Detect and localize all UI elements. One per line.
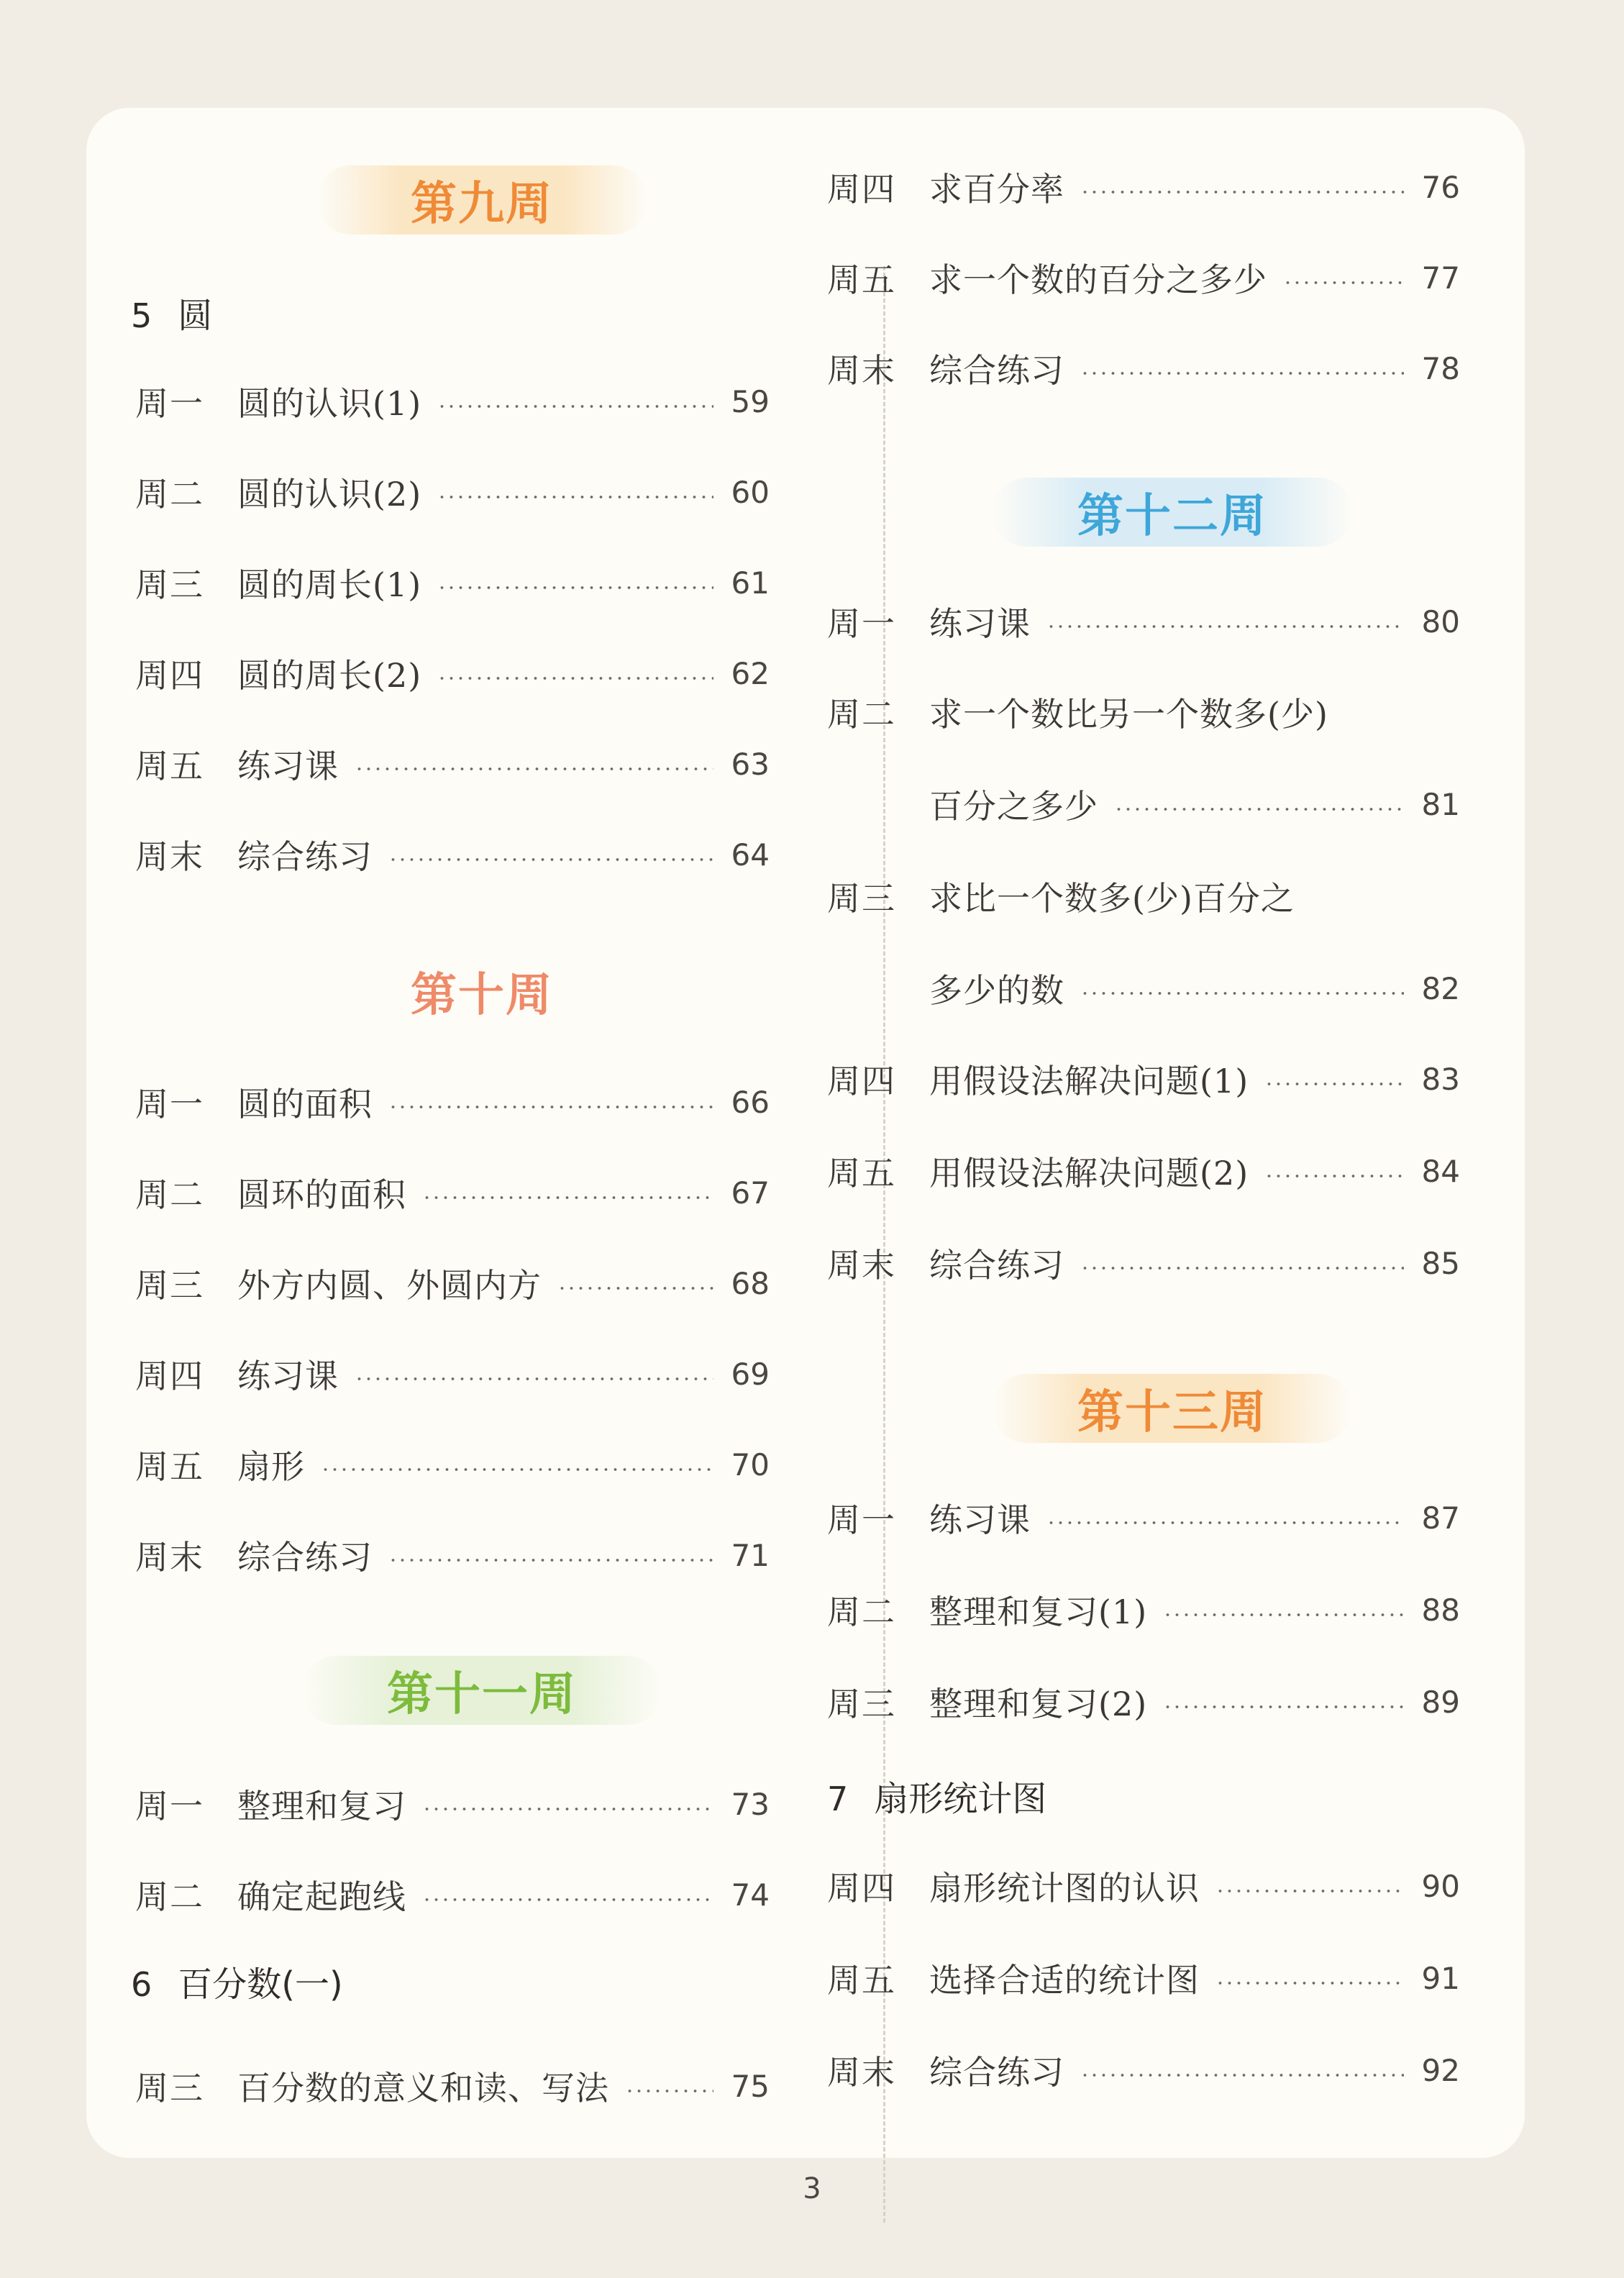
leader-dots (437, 676, 713, 680)
leader-dots (1114, 807, 1404, 811)
unit-number: 7 (827, 1780, 849, 1818)
leader-dots (437, 495, 713, 499)
week-13-heading: 第十三周 (993, 1374, 1352, 1443)
entry-title-continuation: 百分之多少 (929, 787, 1098, 826)
entry-page: 68 (731, 1265, 770, 1301)
page-number: 3 (803, 2172, 821, 2205)
entry-day: 周一 (135, 1085, 204, 1124)
leader-dots (1264, 1082, 1404, 1086)
toc-entry[interactable] (827, 875, 1460, 918)
entry-day: 周末 (827, 1246, 896, 1285)
entry-title: 圆的认识(2) (237, 475, 422, 514)
leader-dots (1080, 1266, 1404, 1270)
entry-page: 77 (1421, 260, 1460, 296)
contents-card (86, 108, 1525, 2158)
entry-day: 周三 (827, 879, 896, 918)
unit-number: 6 (131, 1965, 152, 2004)
unit-7-heading (827, 1771, 1046, 1821)
entry-page: 82 (1421, 970, 1460, 1006)
entry-title: 百分数的意义和读、写法 (237, 2069, 609, 2108)
toc-entry[interactable] (135, 1534, 770, 1577)
entry-page: 80 (1421, 603, 1460, 639)
toc-entry[interactable] (135, 742, 770, 785)
entry-page: 85 (1421, 1245, 1460, 1281)
entry-page: 64 (731, 837, 770, 873)
leader-dots (1163, 1613, 1404, 1617)
toc-entry[interactable] (135, 380, 770, 423)
entry-page: 74 (731, 1877, 770, 1913)
entry-page: 89 (1421, 1684, 1460, 1720)
leader-dots (557, 1286, 713, 1290)
toc-entry[interactable] (135, 1080, 770, 1124)
entry-page: 60 (731, 474, 770, 510)
entry-day: 周末 (135, 837, 204, 876)
entry-title: 用假设法解决问题(2) (929, 1154, 1249, 1193)
leader-dots (1163, 1705, 1404, 1709)
entry-page: 88 (1421, 1592, 1460, 1628)
leader-dots (625, 2089, 713, 2093)
entry-title: 练习课 (237, 1357, 339, 1395)
unit-title: 百分数(一) (178, 1964, 343, 2005)
entry-day: 周二 (827, 1593, 896, 1631)
leader-dots (1046, 624, 1404, 629)
entry-title: 圆的认识(1) (237, 384, 422, 423)
leader-dots (1283, 281, 1404, 285)
leader-dots (1215, 1889, 1404, 1893)
entry-page: 84 (1421, 1153, 1460, 1189)
entry-page: 76 (1421, 169, 1460, 205)
entry-title: 扇形 (237, 1447, 305, 1486)
unit-number: 5 (131, 296, 152, 335)
entry-title: 用假设法解决问题(1) (929, 1062, 1249, 1101)
entry-page: 92 (1421, 2052, 1460, 2088)
entry-page: 66 (731, 1084, 770, 1120)
entry-page: 63 (731, 746, 770, 782)
leader-dots (355, 1377, 713, 1381)
entry-title: 圆的周长(2) (237, 656, 422, 695)
toc-entry[interactable] (827, 2049, 1460, 2092)
leader-dots (1046, 1521, 1404, 1525)
entry-page: 90 (1421, 1868, 1460, 1904)
toc-entry[interactable] (827, 1496, 1460, 1539)
entry-title: 整理和复习(2) (929, 1685, 1148, 1723)
entry-day: 周五 (135, 747, 204, 785)
entry-day: 周三 (135, 565, 204, 604)
toc-entry[interactable] (135, 652, 770, 695)
entry-day: 周二 (135, 475, 204, 514)
leader-dots (422, 1195, 713, 1200)
entry-title-continuation: 多少的数 (929, 971, 1064, 1010)
entry-title: 圆的面积 (237, 1085, 373, 1124)
toc-entry[interactable] (827, 1864, 1460, 1908)
leader-dots (1080, 371, 1404, 375)
toc-entry-continuation[interactable] (929, 967, 1460, 1010)
entry-page: 71 (731, 1537, 770, 1573)
toc-entry[interactable] (135, 470, 770, 514)
leader-dots (1264, 1174, 1404, 1178)
entry-title: 求百分率 (929, 170, 1064, 209)
left-column (86, 108, 806, 2158)
leader-dots (1080, 991, 1404, 996)
entry-day: 周末 (827, 2053, 896, 2092)
toc-entry[interactable] (135, 2064, 770, 2108)
entry-day: 周四 (827, 1062, 896, 1101)
entry-title: 练习课 (929, 1500, 1031, 1539)
entry-day: 周五 (827, 1154, 896, 1193)
entry-title: 选择合适的统计图 (929, 1961, 1200, 2000)
entry-day: 周末 (135, 1538, 204, 1577)
entry-title: 确定起跑线 (237, 1877, 406, 1916)
entry-title: 综合练习 (237, 1538, 373, 1577)
toc-entry[interactable] (135, 1443, 770, 1486)
toc-entry[interactable] (827, 691, 1460, 734)
entry-day: 周一 (827, 1500, 896, 1539)
entry-page: 73 (731, 1786, 770, 1822)
entry-page: 78 (1421, 350, 1460, 386)
unit-title: 扇形统计图 (874, 1779, 1047, 1819)
unit-6-heading (131, 1956, 343, 2006)
week-9-heading: 第九周 (316, 165, 647, 234)
toc-entry[interactable] (135, 1352, 770, 1395)
right-column (813, 108, 1525, 2158)
entry-day: 周三 (827, 1685, 896, 1723)
toc-entry[interactable] (827, 600, 1460, 643)
entry-title: 综合练习 (929, 351, 1064, 390)
entry-title: 综合练习 (929, 2053, 1064, 2092)
entry-title: 圆的周长(1) (237, 565, 422, 604)
toc-entry[interactable] (135, 833, 770, 876)
week-10-heading: 第十周 (411, 969, 553, 1022)
entry-page: 70 (731, 1446, 770, 1482)
leader-dots (437, 404, 713, 409)
entry-title: 圆环的面积 (237, 1175, 406, 1214)
entry-day: 周四 (827, 170, 896, 209)
leader-dots (1080, 2073, 1404, 2077)
entry-day: 周末 (827, 351, 896, 390)
entry-title: 求一个数的百分之多少 (929, 260, 1267, 299)
entry-title: 求一个数比另一个数多(少) (929, 695, 1328, 734)
leader-dots (437, 586, 713, 590)
leader-dots (388, 857, 713, 862)
entry-day: 周五 (135, 1447, 204, 1486)
toc-entry[interactable] (827, 1588, 1460, 1631)
entry-day: 周一 (827, 604, 896, 643)
entry-page: 62 (731, 655, 770, 691)
entry-title: 练习课 (929, 604, 1031, 643)
toc-entry[interactable] (827, 1680, 1460, 1723)
leader-dots (422, 1807, 713, 1811)
toc-entry[interactable] (827, 1057, 1460, 1101)
entry-title: 扇形统计图的认识 (929, 1869, 1200, 1908)
leader-dots (355, 767, 713, 771)
entry-page: 61 (731, 565, 770, 601)
entry-title: 综合练习 (237, 837, 373, 876)
entry-page: 69 (731, 1356, 770, 1392)
toc-entry[interactable] (827, 165, 1460, 209)
toc-entry[interactable] (135, 1171, 770, 1214)
unit-5-heading (131, 288, 212, 337)
toc-entry[interactable] (135, 1782, 770, 1826)
entry-day: 周二 (135, 1175, 204, 1214)
entry-title: 求比一个数多(少)百分之 (929, 879, 1295, 918)
toc-entry-continuation[interactable] (929, 783, 1460, 826)
entry-day: 周四 (827, 1869, 896, 1908)
entry-title: 练习课 (237, 747, 339, 785)
entry-day: 周二 (827, 695, 896, 734)
entry-day: 周三 (135, 1266, 204, 1305)
leader-dots (321, 1467, 713, 1472)
toc-entry[interactable] (827, 347, 1460, 390)
entry-title: 外方内圆、外圆内方 (237, 1266, 542, 1305)
toc-entry[interactable] (135, 561, 770, 604)
entry-page: 59 (731, 383, 770, 419)
toc-entry[interactable] (135, 1262, 770, 1305)
leader-dots (388, 1105, 713, 1109)
entry-day: 周五 (827, 1961, 896, 2000)
entry-day: 周四 (135, 1357, 204, 1395)
toc-entry[interactable] (827, 256, 1460, 299)
entry-day: 周三 (135, 2069, 204, 2108)
entry-day: 周五 (827, 260, 896, 299)
entry-page: 87 (1421, 1500, 1460, 1536)
toc-entry[interactable] (135, 1873, 770, 1916)
entry-page: 91 (1421, 1960, 1460, 1996)
leader-dots (1080, 190, 1404, 194)
week-12-heading: 第十二周 (993, 478, 1352, 547)
entry-page: 81 (1421, 786, 1460, 822)
leader-dots (422, 1897, 713, 1902)
entry-day: 周一 (135, 1787, 204, 1826)
entry-day: 周四 (135, 656, 204, 695)
entry-day: 周二 (135, 1877, 204, 1916)
toc-entry[interactable] (827, 1956, 1460, 2000)
entry-day: 周一 (135, 384, 204, 423)
toc-entry[interactable] (827, 1149, 1460, 1193)
unit-title: 圆 (178, 296, 213, 336)
entry-title: 综合练习 (929, 1246, 1064, 1285)
entry-title: 整理和复习 (237, 1787, 406, 1826)
leader-dots (388, 1558, 713, 1562)
week-11-heading: 第十一周 (302, 1656, 662, 1725)
entry-title: 整理和复习(1) (929, 1593, 1148, 1631)
entry-page: 83 (1421, 1061, 1460, 1097)
entry-page: 75 (731, 2068, 770, 2104)
leader-dots (1215, 1981, 1404, 1985)
entry-page: 67 (731, 1175, 770, 1211)
toc-entry[interactable] (827, 1241, 1460, 1285)
